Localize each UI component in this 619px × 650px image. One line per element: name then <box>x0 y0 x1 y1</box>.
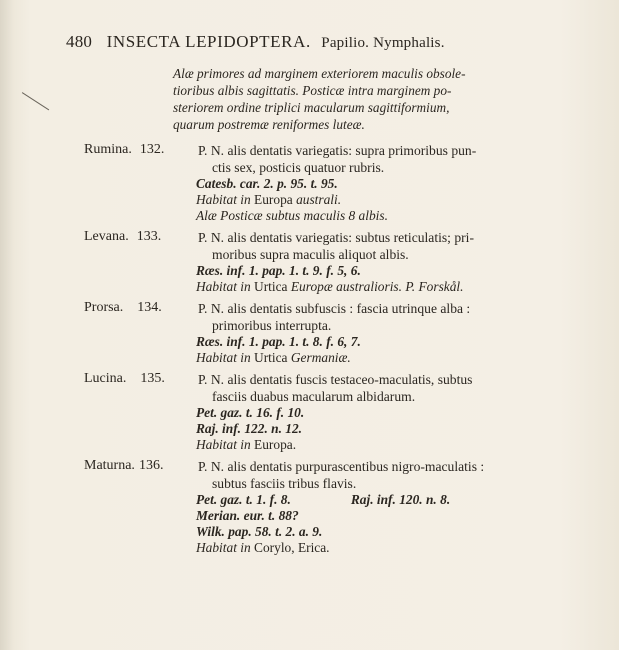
species-name: Rumina. 132. <box>84 142 165 157</box>
page-number: 480 <box>66 32 93 51</box>
pencil-mark <box>22 92 50 111</box>
species-references: Ræs. inf. 1. pap. 1. t. 9. f. 5, 6. Habitat in Urtica Europæ australioris. P. Forskål. <box>196 263 464 294</box>
species-name: Lucina. 135. <box>84 371 165 386</box>
intro-line: quarum postremæ reniformes luteæ. <box>173 117 365 132</box>
species-diagnosis: P. N. alis dentatis variegatis: supra primoribus pun- ctis sex, posticis quatuor rubris. <box>198 143 477 175</box>
species-diagnosis: P. N. alis dentatis variegatis: subtus reticulatis; pri- moribus supra maculis aliquot albis. <box>198 230 474 262</box>
intro-line: Alæ primores ad marginem exteriorem maculis obsole- <box>173 66 466 81</box>
section-subtitle: Papilio. Nymphalis. <box>321 35 445 51</box>
species-diagnosis: P. N. alis dentatis purpurascentibus nigro-maculatis : subtus fasciis tribus flavis. <box>198 459 485 491</box>
section-title: INSECTA LEPIDOPTERA. <box>106 32 311 51</box>
intro-line: tioribus albis sagittatis. Posticæ intra marginem po- <box>173 83 452 98</box>
species-references: Catesb. car. 2. p. 95. t. 95. Habitat in Europa australi. Alæ Posticæ subtus maculis 8 albis. <box>196 176 388 223</box>
species-references: Pet. gaz. t. 16. f. 10. Raj. inf. 122. n. 12. Habitat in Europa. <box>196 405 305 452</box>
species-references: Ræs. inf. 1. pap. 1. t. 8. f. 6, 7. Habitat in Urtica Germaniæ. <box>196 334 361 365</box>
species-name: Levana. 133. <box>84 229 162 244</box>
species-name: Maturna. 136. <box>84 458 164 473</box>
species-name: Prorsa. 134. <box>84 300 162 315</box>
running-header <box>66 32 586 52</box>
intro-note <box>173 65 605 133</box>
species-diagnosis: P. N. alis dentatis fuscis testaceo-maculatis, subtus fasciis duabus macularum albidarum. <box>198 372 473 404</box>
species-references: Pet. gaz. t. 1. f. 8. Raj. inf. 120. n. 8. Merian. eur. t. 88? Wilk. pap. 58. t. 2. a. 9. Habitat in Corylo, Erica. <box>196 492 451 555</box>
species-diagnosis: P. N. alis dentatis subfuscis : fascia utrinque alba : primoribus interrupta. <box>198 301 471 333</box>
intro-line: steriorem ordine triplici macularum sagittiformium, <box>173 100 450 115</box>
page-fold-shadow <box>0 0 14 650</box>
